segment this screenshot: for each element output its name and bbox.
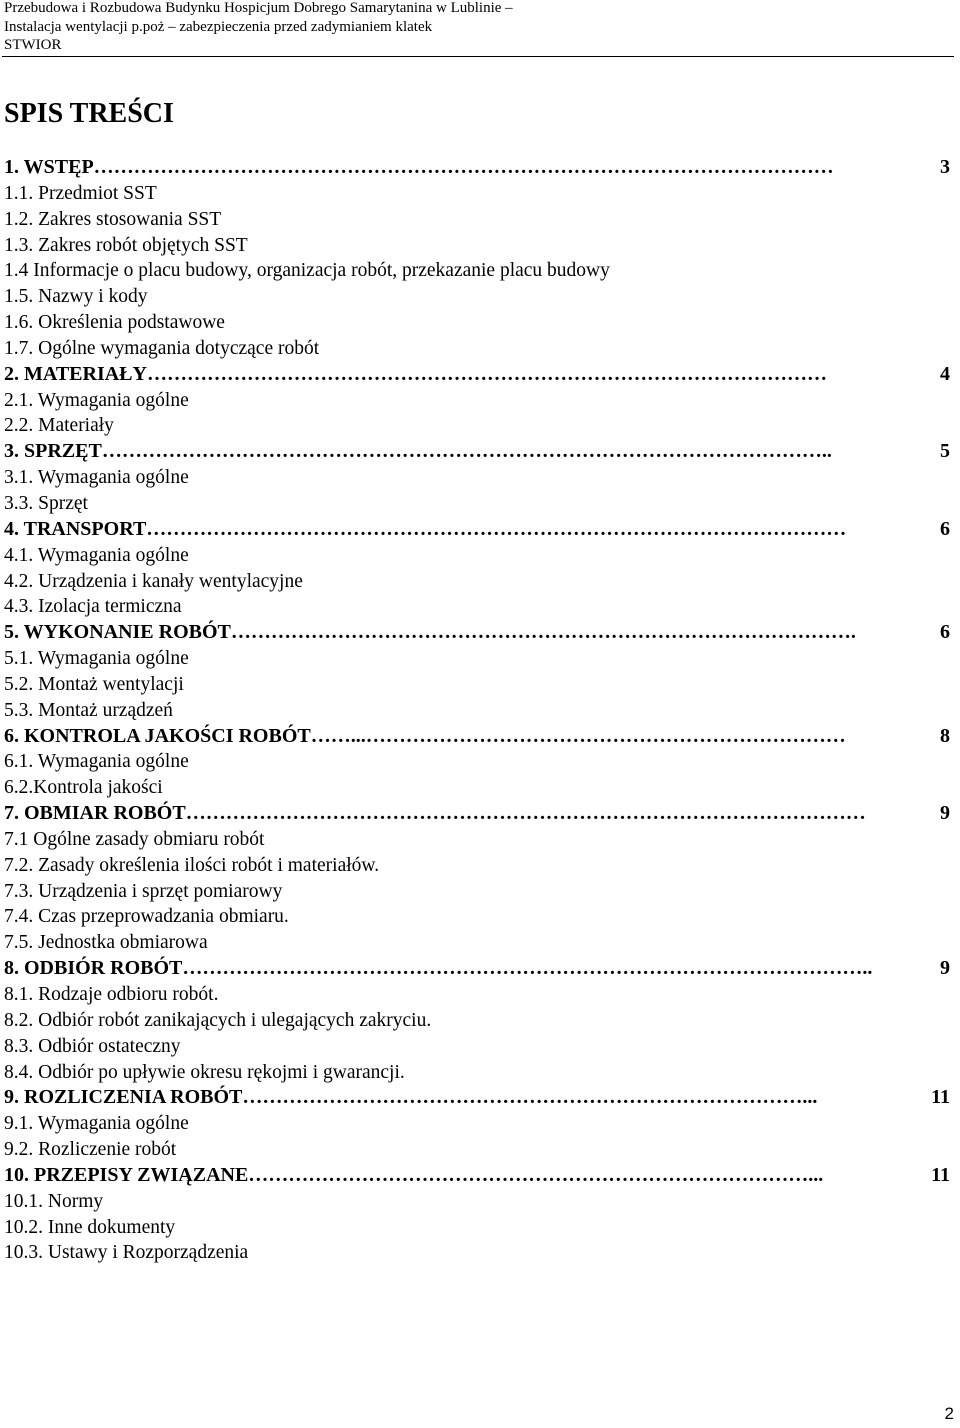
toc-entry-label: 4.3. Izolacja termiczna — [4, 596, 182, 618]
toc-dot-leader: …………………………………………………………………………... — [248, 1163, 824, 1186]
toc-subsection-entry — [4, 879, 954, 905]
toc-subsection-entry — [4, 1189, 954, 1215]
table-of-contents — [4, 155, 954, 1266]
toc-page-number: 9 — [940, 957, 950, 980]
toc-subsection-entry — [4, 698, 954, 724]
toc-dot-leader: ……………………………………………………………………………………………….. — [101, 440, 832, 463]
toc-subsection-entry — [4, 672, 954, 698]
toc-subsection-entry — [4, 930, 954, 956]
toc-subsection-entry — [4, 543, 954, 569]
toc-entry-label: 8.3. Odbiór ostateczny — [4, 1035, 181, 1057]
toc-subsection-entry — [4, 181, 954, 207]
toc-page-number: 6 — [940, 621, 950, 644]
document-header — [4, 0, 954, 55]
toc-entry-label: 4.1. Wymagania ogólne — [4, 544, 189, 566]
toc-subsection-entry — [4, 284, 954, 310]
toc-subsection-entry — [4, 310, 954, 336]
toc-entry-label: 10.3. Ustawy i Rozporządzenia — [4, 1242, 249, 1264]
toc-entry-label: 7.3. Urządzenia i sprzęt pomiarowy — [4, 880, 283, 902]
toc-subsection-entry — [4, 1034, 954, 1060]
toc-entry-label: 7. OBMIAR ROBÓT — [4, 802, 186, 825]
header-divider — [2, 56, 954, 57]
toc-subsection-entry — [4, 1215, 954, 1241]
toc-entry-label: 3. SPRZĘT — [4, 440, 102, 463]
toc-entry-label: 8. ODBIÓR ROBÓT — [4, 957, 183, 980]
toc-page-number: 8 — [940, 724, 950, 747]
toc-subsection-entry — [4, 904, 954, 930]
toc-dot-leader: …………………………………………………………………………………. — [230, 621, 856, 644]
toc-section-entry — [4, 155, 954, 181]
toc-entry-label: 6. KONTROLA JAKOŚCI ROBÓT — [4, 724, 311, 747]
toc-entry-label: 2. MATERIAŁY — [4, 362, 147, 385]
toc-section-entry — [4, 620, 954, 646]
toc-entry-label: 1.7. Ogólne wymagania dotyczące robót — [4, 337, 320, 359]
toc-dot-leader: ………………………………………………………………………………………….. — [182, 957, 873, 980]
toc-dot-leader: ………………………………………………………………………………………… — [146, 362, 827, 385]
toc-subsection-entry — [4, 388, 954, 414]
toc-section-entry — [4, 517, 954, 543]
toc-subsection-entry — [4, 1111, 954, 1137]
toc-entry-label: 5.3. Montaż urządzeń — [4, 699, 173, 721]
toc-subsection-entry — [4, 982, 954, 1008]
toc-page-number: 11 — [931, 1086, 950, 1109]
toc-subsection-entry — [4, 258, 954, 284]
toc-entry-label: 10.2. Inne dokumenty — [4, 1216, 176, 1238]
toc-entry-label: 8.2. Odbiór robót zanikających i ulegających zakryciu. — [4, 1009, 432, 1031]
toc-subsection-entry — [4, 775, 954, 801]
toc-subsection-entry — [4, 465, 954, 491]
toc-entry-label: 2.1. Wymagania ogólne — [4, 389, 189, 411]
toc-page-number: 3 — [940, 156, 950, 178]
toc-subsection-entry — [4, 233, 954, 259]
toc-subsection-entry — [4, 827, 954, 853]
toc-dot-leader: ………………………………………………………………………………………… — [185, 802, 866, 825]
toc-subsection-entry — [4, 749, 954, 775]
toc-entry-label: 1.3. Zakres robót objętych SST — [4, 234, 248, 256]
toc-section-entry — [4, 1163, 954, 1189]
toc-entry-label: 9.1. Wymagania ogólne — [4, 1113, 189, 1135]
toc-page-number: 4 — [940, 362, 950, 385]
toc-dot-leader: …………………………………………………………………………... — [242, 1086, 818, 1109]
page-title: SPIS TREŚCI — [4, 98, 174, 129]
toc-entry-label: 4.2. Urządzenia i kanały wentylacyjne — [4, 570, 303, 592]
toc-subsection-entry — [4, 594, 954, 620]
toc-dot-leader: …………………………………………………………………………………………… — [146, 517, 847, 540]
toc-entry-label: 10. PRZEPISY ZWIĄZANE — [4, 1163, 249, 1186]
header-line-3: STWIOR — [4, 37, 62, 53]
toc-entry-label: 1.2. Zakres stosowania SST — [4, 208, 222, 230]
toc-entry-label: 7.4. Czas przeprowadzania obmiaru. — [4, 906, 289, 928]
toc-entry-label: 7.1 Ogólne zasady obmiaru robót — [4, 828, 265, 850]
toc-entry-label: 3.1. Wymagania ogólne — [4, 467, 189, 489]
toc-entry-label: 5.2. Montaż wentylacji — [4, 673, 184, 695]
toc-section-entry — [4, 956, 954, 982]
toc-entry-label: 1.4 Informacje o placu budowy, organizacja robót, przekazanie placu budowy — [4, 260, 610, 282]
toc-subsection-entry — [4, 207, 954, 233]
toc-section-entry — [4, 801, 954, 827]
toc-section-entry — [4, 1085, 954, 1111]
toc-page-number: 11 — [931, 1163, 950, 1186]
toc-entry-label: 10.1. Normy — [4, 1190, 104, 1212]
toc-entry-label: 7.2. Zasady określenia ilości robót i materiałów. — [4, 854, 380, 876]
toc-entry-label: 8.4. Odbiór po upływie okresu rękojmi i gwarancji. — [4, 1061, 405, 1083]
toc-subsection-entry — [4, 569, 954, 595]
toc-entry-label: 3.3. Sprzęt — [4, 492, 88, 514]
toc-subsection-entry — [4, 1008, 954, 1034]
toc-entry-label: 9. ROZLICZENIA ROBÓT — [4, 1086, 243, 1109]
toc-entry-label: 1.1. Przedmiot SST — [4, 182, 157, 204]
header-line-2: Instalacja wentylacji p.poż – zabezpieczenia przed zadymianiem klatek — [4, 18, 433, 35]
toc-section-entry — [4, 439, 954, 465]
toc-subsection-entry — [4, 413, 954, 439]
toc-subsection-entry — [4, 1137, 954, 1163]
toc-page-number: 6 — [940, 517, 950, 540]
toc-subsection-entry — [4, 853, 954, 879]
toc-entry-label: 8.1. Rodzaje odbioru robót. — [4, 984, 219, 1005]
toc-section-entry — [4, 724, 954, 750]
toc-subsection-entry — [4, 1240, 954, 1266]
toc-page-number: 5 — [940, 440, 950, 463]
toc-entry-label: 1.5. Nazwy i kody — [4, 286, 148, 308]
toc-subsection-entry — [4, 1060, 954, 1086]
toc-entry-label: 6.1. Wymagania ogólne — [4, 751, 189, 773]
toc-subsection-entry — [4, 336, 954, 362]
toc-section-entry — [4, 362, 954, 388]
toc-entry-label: 5.1. Wymagania ogólne — [4, 648, 189, 670]
toc-dot-leader: ………………………………………………………………………………………………… — [93, 156, 834, 178]
toc-page-number: 9 — [940, 802, 950, 825]
toc-entry-label: 9.2. Rozliczenie robót — [4, 1139, 177, 1161]
toc-entry-label: 5. WYKONANIE ROBÓT — [4, 621, 231, 644]
toc-entry-label: 6.2.Kontrola jakości — [4, 777, 163, 799]
page-number: 2 — [944, 1404, 954, 1423]
toc-entry-label: 7.5. Jednostka obmiarowa — [4, 932, 208, 954]
header-line-1: Przebudowa i Rozbudowa Budynku Hospicjum Dobrego Samarytanina w Lublinie – — [4, 0, 513, 16]
toc-subsection-entry — [4, 491, 954, 517]
toc-entry-label: 1. WSTĘP — [4, 156, 94, 178]
toc-entry-label: 4. TRANSPORT — [4, 517, 147, 540]
toc-subsection-entry — [4, 646, 954, 672]
toc-entry-label: 1.6. Określenia podstawowe — [4, 312, 225, 334]
toc-entry-label: 2.2. Materiały — [4, 415, 114, 437]
toc-dot-leader: ……...……………………………………………………………… — [310, 724, 846, 747]
